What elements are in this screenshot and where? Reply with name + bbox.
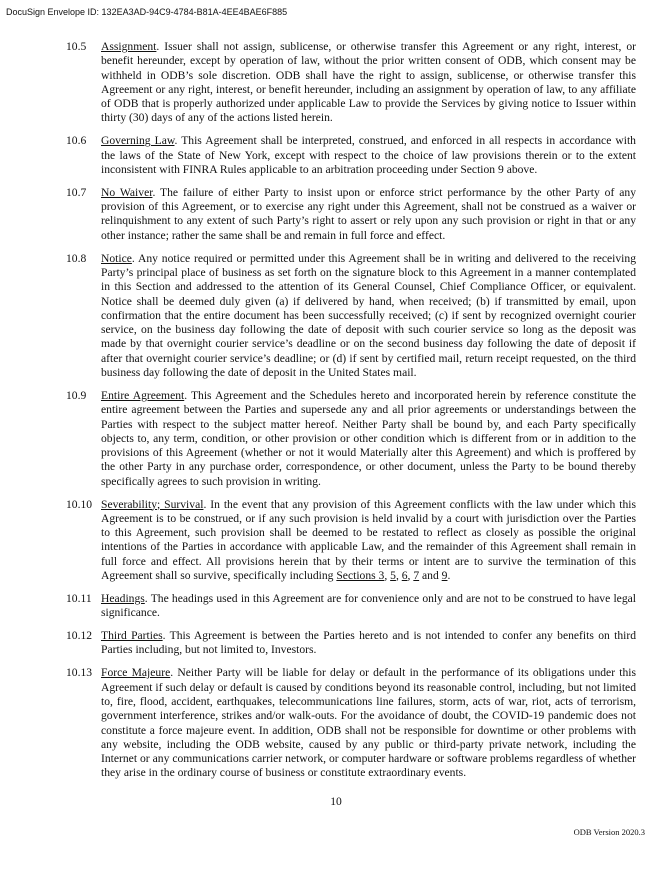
section-text: . This Agreement and the Schedules hereto and incorporated herein by reference constitute the entire agreement between the Parties and supersede any and all prior agreements or understandings between the Parties with respect to the subject matter hereof. Neither Party shall be bound by, and each Party specifically objects to, any term, condition, or other provision or other condition which is different from or in addition to the provisions of this Agreement (whether or not it would Materially alter this Agreement) and which is proffered by the other Party in any purchase order, correspondence, or other document, unless the Party to be bound thereby specifically agrees to such provision in writing. — [101, 388, 636, 488]
section-body — [101, 498, 636, 584]
section-10-5 — [66, 40, 636, 126]
section-heading: Entire Agreement — [101, 388, 185, 402]
section-heading: Force Majeure — [101, 666, 171, 680]
reference-separator: and — [419, 569, 442, 583]
section-reference: Sections 3 — [336, 569, 385, 583]
section-10-12 — [66, 629, 636, 658]
section-text: . This Agreement shall be interpreted, construed, and enforced in all respects in accordance with the laws of the State of New York, except with respect to the choice of law provisions therein or to the extent inconsistent with FINRA Rules applicable to an arbitration proceeding under Section 9 above. — [101, 134, 636, 176]
section-number: 10.6 — [66, 134, 87, 148]
section-text: . Any notice required or permitted under this Agreement shall be in writing and delivered to the receiving Party’s principal place of business as set forth on the signature block to this Agreement in a manner contemplated in this Section and addressed to the attention of its General Counsel, Chief Compliance Officer, or equivalent. Notice shall be deemed duly given (a) if delivered by hand, when received; (b) if transmitted by email, upon confirmation that the entire document has been successfully received; (c) if sent by recognized overnight courier service, on the business day following the date of deposit with such courier service so long as the deposit was made by that overnight courier service’s deadline or on the second business day following the date of deposit if after that overnight courier service’s deadline; or (d) if sent by certified mail, return receipt requested, on the third business day following the date of deposit in the United States mail. — [101, 251, 636, 380]
section-10-11 — [66, 592, 636, 621]
section-number: 10.11 — [66, 591, 92, 605]
section-text: . Issuer shall not assign, sublicense, or otherwise transfer this Agreement or any right, interest, or benefit hereunder, except by operation of law, without the prior written consent of ODB, which consent may be withheld in ODB’s sole discretion. ODB shall have the right to assign, sublicense, or otherwise transfer this Agreement or any right, interest, or benefit hereunder, including an assignment by operation of law, to any affiliate of ODB that is properly authorized under applicable Law to provide the Services by giving notice to Issuer within thirty (30) days of any of the actions listed herein. — [101, 40, 636, 125]
reference-separator: , — [395, 569, 402, 583]
section-10-8 — [66, 252, 636, 381]
section-body — [101, 40, 636, 126]
section-reference: 6 — [401, 569, 408, 583]
section-text: . Neither Party will be liable for delay or default in the performance of its obligations under this Agreement if such delay or default is caused by conditions beyond its reasonable control, including, but not limited to, fire, flood, accident, earthquakes, telecommunications line failures, storm, acts of war, riot, acts of terrorism, government interference, strikes and/or walk-outs. For the avoidance of doubt, the COVID-19 pandemic does not constitute a force majeure event. In addition, ODB shall not be responsible for downtime or other problems with any website, including the ODB website, caused by any public or third-party private network, including the Internet or any communications carrier network, or computer hardware or software problems regardless of whether they arise in the ordinary course of business or constitute extraordinary events. — [101, 666, 637, 780]
section-body — [101, 629, 636, 658]
section-text: . In the event that any provision of this Agreement conflicts with the law under which this Agreement is to be construed, or if any such provision is held invalid by a court with jurisdiction over the Parties to this Agreement, such provision shall be deemed to be restated to reflect as closely as possible the original intentions of the Parties in accordance with applicable Law, and the remainder of this Agreement shall remain in full force and effect. All provisions herein that by their terms or intent are to survive the termination of this Agreement shall so survive, specifically including — [101, 497, 636, 583]
section-text: . The failure of either Party to insist upon or enforce strict performance by the other Party of any provision of this Agreement, or to exercise any right under this Agreement, shall not be construed as a waiver or relinquishment to any extent of such Party’s right to assert or rely upon any such provision or right in that or any other instance; rather the same shall be and remain in full force and effect. — [101, 185, 636, 242]
docusign-envelope-id: DocuSign Envelope ID: 132EA3AD-94C9-4784-B81A-4EE4BAE6F885 — [6, 7, 288, 17]
section-body — [101, 389, 636, 489]
section-body — [101, 666, 636, 780]
section-reference: 9 — [441, 569, 448, 583]
section-number: 10.12 — [66, 629, 93, 643]
section-heading: Third Parties — [101, 629, 163, 643]
section-number: 10.10 — [66, 497, 93, 511]
section-heading: Assignment — [101, 40, 157, 53]
section-body — [101, 592, 636, 621]
reference-separator: , — [407, 569, 414, 583]
section-10-13 — [66, 666, 636, 780]
section-number: 10.13 — [66, 666, 93, 680]
reference-separator: , — [384, 569, 391, 583]
section-body — [101, 134, 636, 177]
document-body — [66, 40, 636, 789]
section-text: . This Agreement is between the Parties hereto and is not intended to confer any benefits on third Parties including, but not limited to, Investors. — [101, 629, 636, 657]
version-label: ODB Version 2020.3 — [573, 827, 645, 837]
section-body — [101, 252, 636, 381]
section-heading: Headings — [101, 591, 145, 605]
section-body — [101, 186, 636, 243]
page-number: 10 — [330, 795, 342, 808]
section-10-6 — [66, 134, 636, 177]
section-text: . The headings used in this Agreement are for convenience only and are not to be construed to have legal significance. — [101, 591, 636, 620]
section-number: 10.5 — [66, 40, 87, 53]
section-heading: Notice — [101, 251, 132, 265]
section-10-9 — [66, 389, 636, 489]
section-heading: No Waiver — [101, 185, 153, 199]
section-reference: 5 — [390, 569, 396, 583]
section-number: 10.8 — [66, 251, 87, 265]
section-10-10 — [66, 498, 636, 584]
section-number: 10.7 — [66, 185, 87, 199]
section-number: 10.9 — [66, 388, 87, 402]
section-heading: Governing Law — [101, 134, 175, 148]
section-heading: Severability; Survival — [101, 497, 204, 511]
section-text-tail: . — [447, 569, 451, 583]
section-reference: 7 — [413, 569, 420, 583]
section-10-7 — [66, 186, 636, 243]
